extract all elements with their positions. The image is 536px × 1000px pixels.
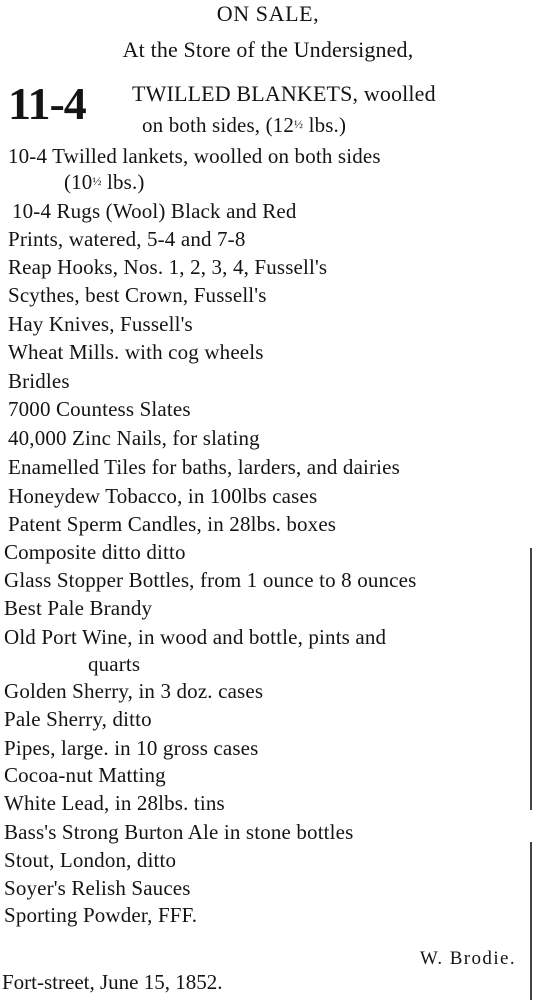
footer-address-date: Fort-street, June 15, 1852. xyxy=(2,970,223,994)
list-item: Prints, watered, 5-4 and 7-8 xyxy=(8,227,246,251)
list-item: Reap Hooks, Nos. 1, 2, 3, 4, Fussell's xyxy=(8,255,328,279)
list-item: 40,000 Zinc Nails, for slating xyxy=(8,426,260,450)
list-item: Enamelled Tiles for baths, larders, and dairies xyxy=(8,455,400,479)
list-item: Glass Stopper Bottles, from 1 ounce to 8 ounces xyxy=(4,568,417,592)
list-item: Bass's Strong Burton Ale in stone bottles xyxy=(4,820,354,844)
list-item: Pale Sherry, ditto xyxy=(4,707,152,731)
signature: W. Brodie. xyxy=(419,948,516,969)
list-item: Cocoa-nut Matting xyxy=(4,763,166,787)
list-item-continuation: quarts xyxy=(88,652,141,676)
list-item: 7000 Countess Slates xyxy=(8,397,191,421)
second-item-line2-post: lbs.) xyxy=(101,170,145,194)
first-item-fraction: ½ xyxy=(294,117,304,131)
first-item-line2-post: lbs.) xyxy=(303,113,347,137)
list-item: Golden Sherry, in 3 doz. cases xyxy=(4,679,264,703)
list-item: White Lead, in 28lbs. tins xyxy=(4,791,225,815)
first-item-line2-pre: on both sides, (12 xyxy=(142,113,295,137)
list-item: Pipes, large. in 10 gross cases xyxy=(4,736,259,760)
advert-subheading: At the Store of the Undersigned, xyxy=(122,37,414,62)
list-item: Patent Sperm Candles, in 28lbs. boxes xyxy=(8,512,337,536)
advert-heading: ON SALE, xyxy=(216,1,320,26)
list-item: Best Pale Brandy xyxy=(4,596,153,620)
list-item: Stout, London, ditto xyxy=(4,848,177,872)
first-item-line2 xyxy=(142,113,346,137)
list-item: Scythes, best Crown, Fussell's xyxy=(8,283,267,307)
list-item: Honeydew Tobacco, in 100lbs cases xyxy=(8,484,318,508)
second-item-line1: 10-4 Twilled lankets, woolled on both sides xyxy=(8,144,381,168)
second-item-line2 xyxy=(64,170,145,194)
list-item: Hay Knives, Fussell's xyxy=(8,312,193,336)
list-item: Composite ditto ditto xyxy=(4,540,186,564)
list-item: Wheat Mills. with cog wheels xyxy=(8,340,264,364)
second-item-fraction: ½ xyxy=(92,174,102,188)
column-rule xyxy=(530,842,532,1000)
column-rule xyxy=(530,548,532,810)
list-item: Soyer's Relish Sauces xyxy=(4,876,191,900)
second-item-line2-pre: (10 xyxy=(64,170,93,194)
list-item: Bridles xyxy=(8,369,70,393)
first-item-size: 11-4 xyxy=(8,78,86,129)
first-item-line1: TWILLED BLANKETS, woolled xyxy=(132,81,436,106)
list-item: 10-4 Rugs (Wool) Black and Red xyxy=(12,199,297,223)
list-item: Old Port Wine, in wood and bottle, pints and xyxy=(4,625,387,649)
list-item: Sporting Powder, FFF. xyxy=(4,903,198,927)
